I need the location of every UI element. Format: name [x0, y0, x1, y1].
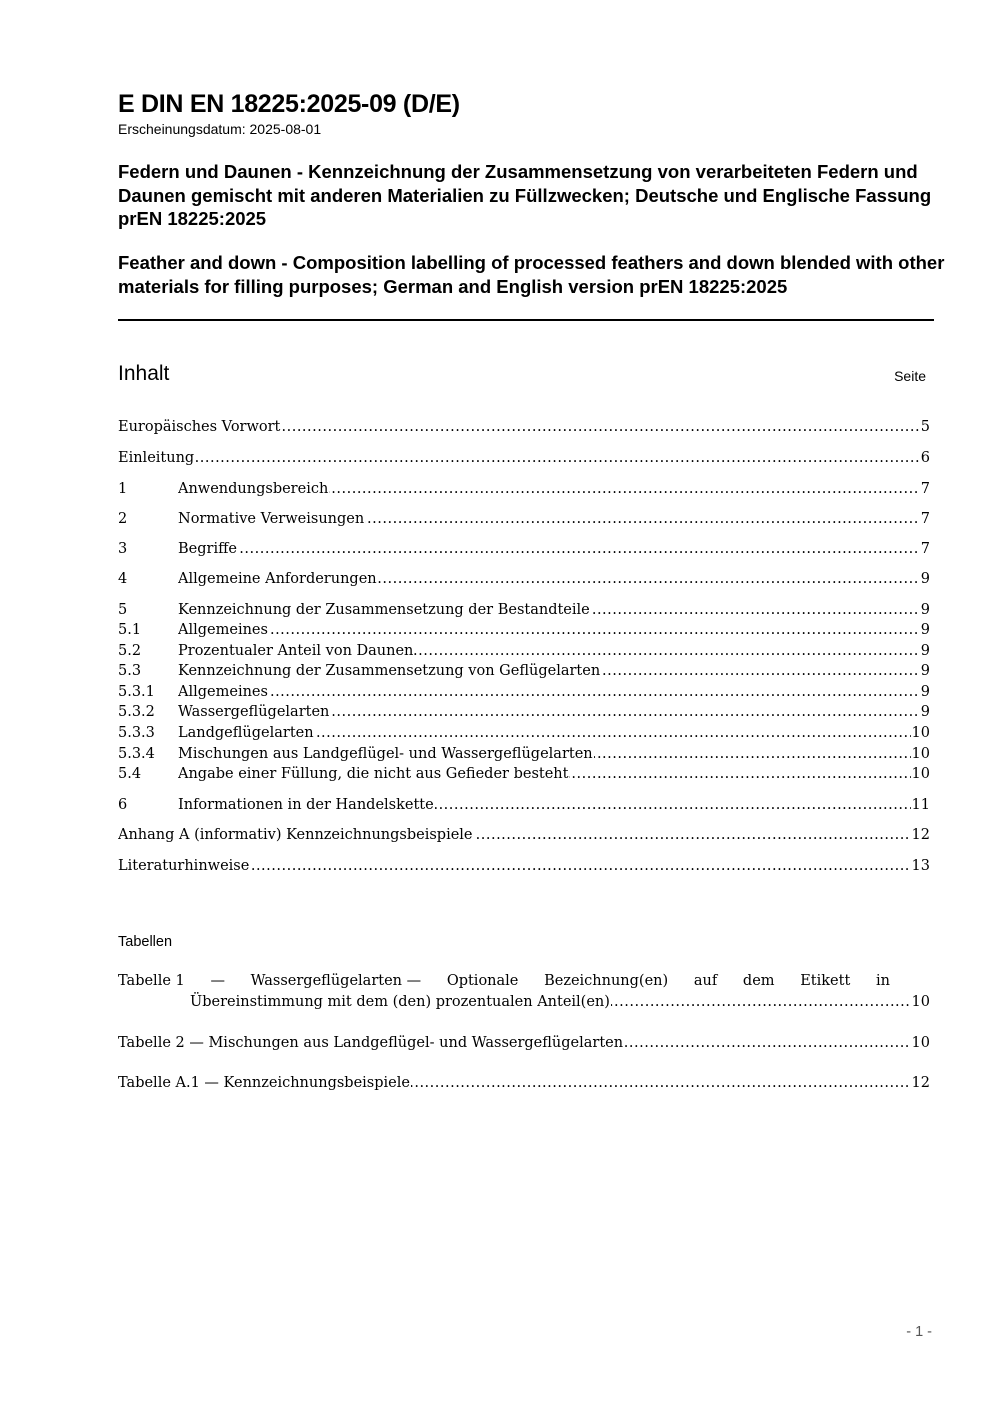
toc-entry-number: 6: [118, 797, 128, 813]
toc-entry-title: Allgemeines: [178, 622, 268, 638]
toc-entry-number: 1: [118, 481, 128, 497]
toc-entry-number: 5.4: [118, 766, 142, 782]
toc-entry[interactable]: [118, 795, 930, 815]
toc-entry[interactable]: [118, 417, 930, 437]
toc-entry-number: 5.3.3: [118, 725, 155, 741]
toc-entry[interactable]: [118, 825, 930, 845]
toc-entry-page: 5: [920, 419, 930, 435]
toc-entry-page: 9: [920, 663, 930, 679]
toc-entry[interactable]: [118, 641, 930, 661]
title-german: Federn und Daunen - Kennzeichnung der Zusammensetzung von verarbeiteten Federn und Daunen gemischt mit anderen Materialien zu Füllzwecken; Deutsche und Englische Fassung prEN 18225:2025: [118, 161, 932, 229]
toc-entry-title: Angabe einer Füllung, die nicht aus Gefieder besteht: [178, 766, 569, 782]
toc-entry[interactable]: [118, 661, 930, 681]
toc-entry-page: 9: [920, 571, 930, 587]
toc-entry-number: 5.3.2: [118, 704, 155, 720]
toc-entry-title: Einleitung: [118, 450, 195, 466]
toc-entry-number: 5.2: [118, 643, 142, 659]
toc-entry[interactable]: [118, 682, 930, 702]
toc-entry-number: 5.3: [118, 663, 142, 679]
table-2-entry[interactable]: [118, 1033, 930, 1053]
toc-entry[interactable]: [118, 479, 930, 499]
page-number: - 1 -: [906, 1324, 932, 1340]
table-a1-page: 12: [911, 1075, 930, 1091]
toc-entry-title: Anwendungsbereich: [178, 481, 329, 497]
table-1-word: auf: [693, 973, 718, 989]
table-a1-title: Tabelle A.1 — Kennzeichnungsbeispiele: [118, 1075, 410, 1091]
toc-entry[interactable]: [118, 620, 930, 640]
toc-entry-number: 4: [118, 571, 128, 587]
table-1-word: Wassergeflügelarten —: [250, 973, 422, 989]
toc-entry-page: 9: [920, 602, 930, 618]
toc-entry-number: 5.3.1: [118, 684, 155, 700]
toc-entry-title: Literaturhinweise: [118, 858, 250, 874]
toc-entry-page: 7: [920, 511, 930, 527]
title-divider: [118, 319, 934, 321]
table-2-title: Tabelle 2 — Mischungen aus Landgeflügel- und Wassergeflügelarten: [118, 1035, 624, 1051]
toc-entry[interactable]: [118, 764, 930, 784]
table-1-word: Tabelle 1: [118, 973, 185, 989]
toc-entry[interactable]: [118, 744, 930, 764]
toc-entry-number: 5.3.4: [118, 746, 155, 762]
table-2-page: 10: [911, 1035, 930, 1051]
toc-entry[interactable]: [118, 723, 930, 743]
tables-heading: Tabellen: [118, 934, 173, 950]
table-1-entry-line1[interactable]: [118, 971, 890, 991]
toc-entry[interactable]: [118, 600, 930, 620]
toc-entry-title: Kennzeichnung der Zusammensetzung der Bestandteile: [178, 602, 590, 618]
toc-entry-title: Prozentualer Anteil von Daunen: [178, 643, 414, 659]
toc-entry-page: 9: [920, 704, 930, 720]
toc-entry[interactable]: [118, 702, 930, 722]
toc-entry-page: 10: [911, 746, 930, 762]
toc-entry-title: Landgeflügelarten: [178, 725, 314, 741]
table-1-entry-line2[interactable]: [118, 992, 930, 1012]
toc-entry-number: 2: [118, 511, 128, 527]
toc-entry-title: Allgemeine Anforderungen: [178, 571, 377, 587]
publication-date: Erscheinungsdatum: 2025-08-01: [118, 121, 322, 137]
toc-entry-title: Anhang A (informativ) Kennzeichnungsbeispiele: [118, 827, 473, 843]
toc-entry-number: 5: [118, 602, 128, 618]
toc-entry-page: 13: [911, 858, 930, 874]
toc-entry-page: 10: [911, 766, 930, 782]
toc-heading: Inhalt: [118, 362, 170, 385]
table-1-word: Optionale: [446, 973, 519, 989]
toc-entry-number: 5.1: [118, 622, 142, 638]
toc-entry-page: 12: [911, 827, 930, 843]
toc-page-column-label: Seite: [894, 368, 926, 384]
table-1-title-continued: Übereinstimmung mit dem (den) prozentualen Anteil(en): [190, 994, 610, 1010]
table-1-word: in: [875, 973, 890, 989]
toc-entry[interactable]: [118, 856, 930, 876]
toc-entry[interactable]: [118, 448, 930, 468]
toc-entry-title: Mischungen aus Landgeflügel- und Wassergeflügelarten: [178, 746, 593, 762]
table-1-word: dem: [742, 973, 775, 989]
toc-entry-page: 10: [911, 725, 930, 741]
toc-entry-page: 7: [920, 541, 930, 557]
toc-entry[interactable]: [118, 569, 930, 589]
toc-entry-page: 9: [920, 643, 930, 659]
table-1-word: —: [210, 973, 225, 989]
toc-entry[interactable]: [118, 539, 930, 559]
toc-entry-page: 7: [920, 481, 930, 497]
table-1-word: Etikett: [800, 973, 851, 989]
toc-entry-page: 6: [920, 450, 930, 466]
toc-entry-title: Allgemeines: [178, 684, 268, 700]
document-id: E DIN EN 18225:2025-09 (D/E): [118, 90, 460, 118]
title-english: Feather and down - Composition labelling of processed feathers and down blended with other materials for filling purposes; German and English version prEN 18225:2025: [118, 252, 945, 297]
toc-entry-title: Europäisches Vorwort: [118, 419, 281, 435]
toc-entry-number: 3: [118, 541, 128, 557]
toc-entry-title: Wassergeflügelarten: [178, 704, 330, 720]
toc-entry-title: Kennzeichnung der Zusammensetzung von Geflügelarten: [178, 663, 601, 679]
toc-entry-title: Informationen in der Handelskette: [178, 797, 434, 813]
toc-entry-title: Begriffe: [178, 541, 237, 557]
table-1-page: 10: [911, 994, 930, 1010]
toc-entry[interactable]: [118, 509, 930, 529]
toc-entry-page: 11: [911, 797, 930, 813]
toc-entry-title: Normative Verweisungen: [178, 511, 365, 527]
toc-entry-page: 9: [920, 684, 930, 700]
table-a1-entry[interactable]: [118, 1073, 930, 1093]
table-1-word: Bezeichnung(en): [544, 973, 669, 989]
toc-entry-page: 9: [920, 622, 930, 638]
